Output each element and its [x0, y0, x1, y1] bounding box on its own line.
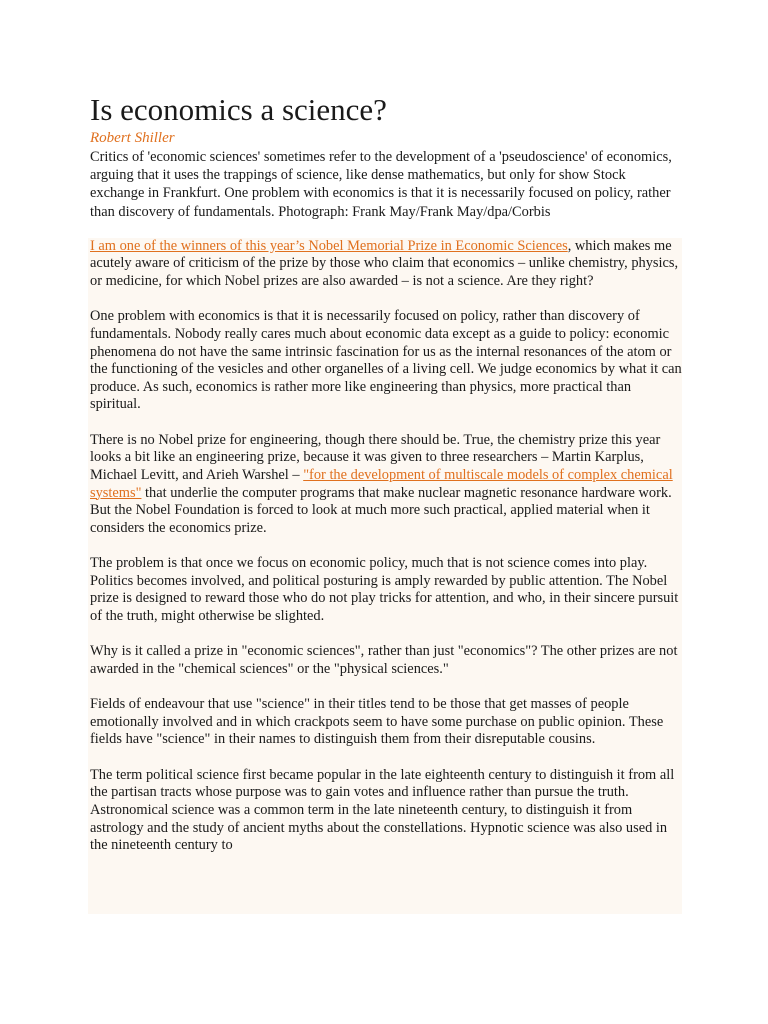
paragraph-3-text-before: There is no Nobel prize for engineering, though there should be. True, the chemistry prize this year looks a bit like an engineering prize, because it was given to three researchers – Martin Karplus, Michael Levitt, and Arieh Warshel –: [90, 431, 661, 483]
paragraph-1: [90, 238, 682, 291]
paragraph-7: The term political science first became popular in the late eighteenth century to distinguish it from all the partisan tracts whose purpose was to gain votes and influence rather than pursue the truth. Astronomical science was a common term in the late nineteenth century, to distinguish it from astrology and the study of ancient myths about the constellations. Hypnotic science was also used in the nineteenth century to: [90, 766, 675, 854]
paragraph-4: The problem is that once we focus on economic policy, much that is not science comes into play. Politics becomes involved, and political posturing is amply rewarded by public attention. The Nobel prize is designed to reward those who do not play tricks for attention, and who, in their sincere pursuit of the truth, might otherwise be slighted.: [90, 555, 679, 624]
article-body: [88, 238, 682, 914]
article-title: Is economics a science?: [90, 92, 387, 127]
paragraph-3: [90, 432, 682, 538]
article-author[interactable]: Robert Shiller: [90, 130, 175, 146]
paragraph-2: One problem with economics is that it is necessarily focused on policy, rather than discovery of fundamentals. Nobody really cares much about economic data except as a guide to policy: economic phenomena do not have the same intrinsic fascination for us as the internal resonances of the atom or the functioning of the vesicles and other organelles of a living cell. We judge economics by what it can produce. As such, economics is rather more like engineering than physics, more practical than spiritual.: [90, 308, 682, 413]
paragraph-3-text-after: that underlie the computer programs that make nuclear magnetic resonance hardware work. But the Nobel Foundation is forced to look at much more such practical, applied material when it considers the economics prize.: [90, 484, 672, 536]
nobel-prize-link[interactable]: I am one of the winners of this year’s Nobel Memorial Prize in Economic Sciences: [90, 237, 568, 254]
chemistry-prize-citation-link[interactable]: "for the development of multiscale models of complex chemical systems": [90, 466, 673, 501]
article: [90, 92, 682, 914]
photo-caption: Critics of 'economic sciences' sometimes refer to the development of a 'pseudoscience' of economics, arguing that it uses the trappings of science, like dense mathematics, but only for show Stock exchange in Frankfurt. One problem with economics is that it is necessarily focused on policy, rather than discovery of fundamentals. Photograph: Frank May/Frank May/dpa/Corbis: [90, 149, 672, 220]
paragraph-5: Why is it called a prize in "economic sciences", rather than just "economics"? The other prizes are not awarded in the "chemical sciences" or the "physical sciences.": [90, 643, 678, 677]
paragraph-6: Fields of endeavour that use "science" in their titles tend to be those that get masses of people emotionally involved and in which crackpots seem to have some purchase on public opinion. These fields have "science" in their names to distinguish them from their disreputable cousins.: [90, 696, 664, 748]
paragraph-1-text: , which makes me acutely aware of criticism of the prize by those who claim that economics – unlike chemistry, physics, or medicine, for which Nobel prizes are also awarded – is not a science. Are they right?: [90, 237, 679, 289]
